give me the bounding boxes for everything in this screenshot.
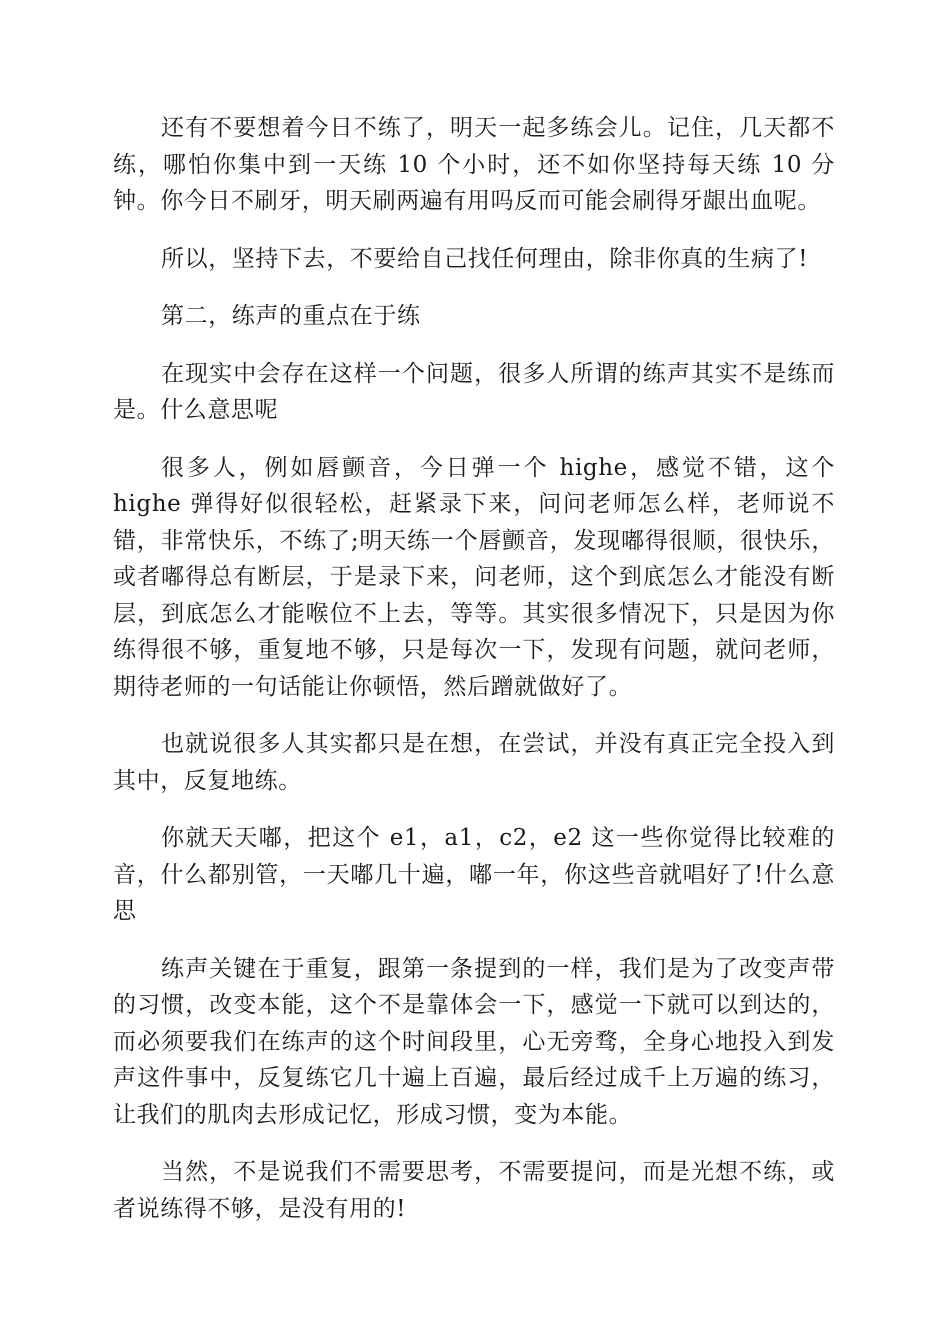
paragraph-1: 还有不要想着今日不练了，明天一起多练会儿。记住，几天都不练，哪怕你集中到一天练 10 个小时，还不如你坚持每天练 10 分钟。你今日不刷牙，明天刷两遍有用吗反而可能会刷得牙龈出血呢。	[113, 115, 835, 214]
paragraph-3: 在现实中会存在这样一个问题，很多人所谓的练声其实不是练而是。什么意思呢	[113, 360, 835, 423]
paragraph-5: 也就说很多人其实都只是在想，在尝试，并没有真正完全投入到其中，反复地练。	[113, 731, 835, 794]
paragraph-7: 练声关键在于重复，跟第一条提到的一样，我们是为了改变声带的习惯，改变本能，这个不是靠体会一下，感觉一下就可以到达的，而必须要我们在练声的这个时间段里，心无旁骛，全身心地投入到发声这件事中，反复练它几十遍上百遍，最后经过成千上万遍的练习，让我们的肌肉去形成记忆，形成习惯，变为本能。	[113, 955, 835, 1128]
paragraph-8: 当然，不是说我们不需要思考，不需要提问，而是光想不练，或者说练得不够，是没有用的!	[113, 1159, 835, 1222]
paragraph-6: 你就天天嘟，把这个 e1，a1，c2，e2 这一些你觉得比较难的音，什么都别管，一天嘟几十遍，嘟一年，你这些音就唱好了!什么意思	[113, 825, 835, 924]
paragraph-2: 所以，坚持下去，不要给自己找任何理由，除非你真的生病了!	[161, 245, 809, 272]
paragraph-4: 很多人，例如唇颤音，今日弹一个 highe，感觉不错，这个 highe 弹得好似很轻松，赶紧录下来，问问老师怎么样，老师说不错，非常快乐，不练了;明天练一个唇颤音，发现嘟得很顺，很快乐，或者嘟得总有断层，于是录下来，问老师，这个到底怎么才能没有断层，到底怎么才能喉位不上去，等等。其实很多情况下，只是因为你练得很不够，重复地不够，只是每次一下，发现有问题，就问老师，期待老师的一句话能让你顿悟，然后蹭就做好了。	[113, 454, 835, 700]
section-heading: 第二，练声的重点在于练	[161, 303, 421, 329]
document-body	[113, 110, 835, 1248]
